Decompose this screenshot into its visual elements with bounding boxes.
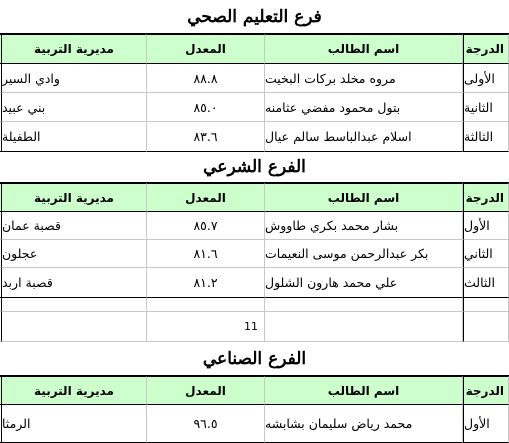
section-title: فرع التعليم الصحي (187, 6, 322, 27)
section-title-row (0, 342, 509, 376)
header-average[interactable]: المعدل (147, 376, 265, 405)
cell-student-name[interactable]: بشار محمد بكري طاووش (265, 212, 463, 240)
empty-cell[interactable] (147, 298, 265, 312)
table-row (0, 240, 509, 268)
cell-average[interactable]: ٨١.٢ (147, 268, 265, 298)
table-row (0, 212, 509, 240)
cell-directorate[interactable]: الرمثا (2, 405, 147, 443)
header-student-name[interactable]: اسم الطالب (265, 183, 463, 212)
cell-average[interactable]: ٨٨.٨ (147, 64, 265, 93)
empty-row (0, 298, 509, 312)
header-student-name[interactable]: اسم الطالب (265, 376, 463, 405)
cell-average[interactable]: ٩٦.٥ (147, 405, 265, 443)
table-row (0, 64, 509, 93)
table-header-row (0, 376, 509, 405)
cell-grade[interactable]: الثاني (463, 240, 509, 268)
cell-average[interactable]: ٨٥.٧ (147, 212, 265, 240)
cell-average[interactable]: ٨١.٦ (147, 240, 265, 268)
header-directorate[interactable]: مديرية التربية (2, 183, 147, 212)
cell-student-name[interactable]: محمد رياض سليمان بشابشه (265, 405, 463, 443)
cell-average[interactable]: ٨٣.٦ (147, 122, 265, 152)
header-average[interactable]: المعدل (147, 34, 265, 64)
cell-grade[interactable]: الأولى (463, 64, 509, 93)
header-average[interactable]: المعدل (147, 183, 265, 212)
cell-student-name[interactable]: مروه مخلد بركات البخيت (265, 64, 463, 93)
cell-grade[interactable]: الأول (463, 405, 509, 443)
header-grade[interactable]: الدرجة (463, 34, 509, 64)
cell-directorate[interactable]: وادي السير (2, 64, 147, 93)
table-header-row (0, 183, 509, 212)
empty-cell[interactable] (265, 298, 463, 312)
section-title: الفرع الصناعي (202, 348, 307, 369)
table-row (0, 93, 509, 122)
cell-average[interactable]: ٨٥.٠ (147, 93, 265, 122)
empty-cell[interactable] (463, 298, 509, 312)
cell-directorate[interactable]: قصبة عمان (2, 212, 147, 240)
cell-student-name[interactable]: اسلام عبدالباسط سالم عيال (265, 122, 463, 152)
table-row (0, 122, 509, 152)
cell-student-name[interactable]: بتول محمود مفضي عثامنه (265, 93, 463, 122)
empty-cell[interactable] (2, 312, 147, 342)
empty-cell[interactable] (463, 312, 509, 342)
header-grade[interactable]: الدرجة (463, 376, 509, 405)
table-header-row (0, 34, 509, 64)
count-cell[interactable]: 11 (147, 312, 265, 342)
header-grade[interactable]: الدرجة (463, 183, 509, 212)
cell-student-name[interactable]: بكر عبدالرحمن موسى النعيمات (265, 240, 463, 268)
section-title: الفرع الشرعي (203, 157, 306, 177)
empty-cell[interactable] (2, 298, 147, 312)
cell-grade[interactable]: الأول (463, 212, 509, 240)
cell-directorate[interactable]: عجلون (2, 240, 147, 268)
header-student-name[interactable]: اسم الطالب (265, 34, 463, 64)
header-directorate[interactable]: مديرية التربية (2, 34, 147, 64)
cell-grade[interactable]: الثالثة (463, 122, 509, 152)
empty-cell[interactable] (265, 312, 463, 342)
section-title-row (0, 0, 509, 34)
cell-grade[interactable]: الثالث (463, 268, 509, 298)
cell-grade[interactable]: الثانية (463, 93, 509, 122)
cell-directorate[interactable]: الطفيلة (2, 122, 147, 152)
section-title-row (0, 152, 509, 183)
table-row (0, 405, 509, 443)
table-row (0, 268, 509, 298)
cell-student-name[interactable]: علي محمد هارون الشلول (265, 268, 463, 298)
cell-directorate[interactable]: قصبة اربد (2, 268, 147, 298)
cell-directorate[interactable]: بني عبيد (2, 93, 147, 122)
empty-row (0, 312, 509, 342)
header-directorate[interactable]: مديرية التربية (2, 376, 147, 405)
